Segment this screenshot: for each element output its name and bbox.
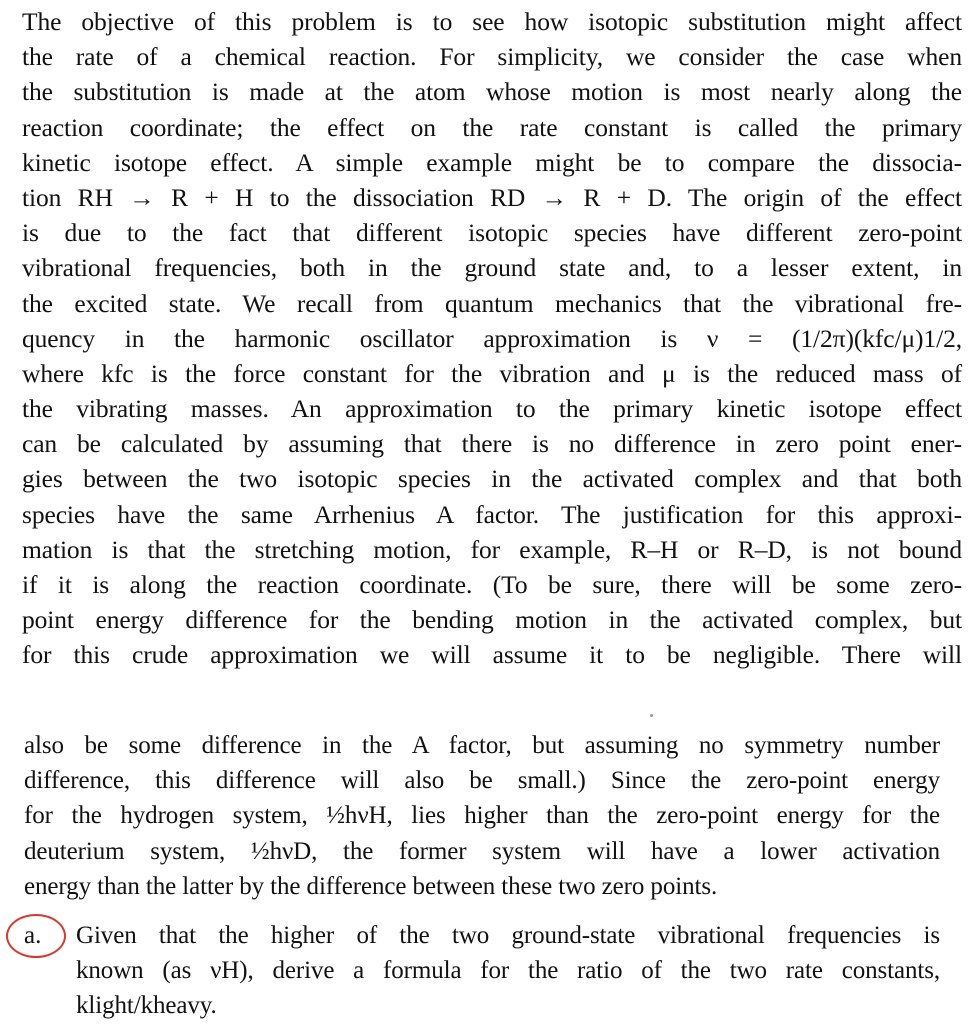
text-line: the substitution is made at the atom whose motion is most nearly along the	[22, 77, 962, 107]
text-line: reaction coordinate; the effect on the rate constant is called the primary	[22, 112, 962, 142]
text-line: difference, this difference will also be small.) Since the zero-point energy	[24, 767, 940, 795]
text-line: deuterium system, ½hνD, the former system will have a lower activation	[24, 837, 940, 865]
text-line: if it is along the reaction coordinate. (To be sure, there will be some zero-	[22, 570, 962, 599]
text-line: klight/kheavy.	[76, 992, 217, 1020]
text-line: for the hydrogen system, ½hνH, lies higher than the zero-point energy for the	[24, 802, 940, 830]
text-line: quency in the harmonic oscillator approximation is ν = (1/2π)(kfc/μ)1/2,	[22, 323, 962, 353]
question-label: a.	[24, 922, 42, 949]
text-line: tion RH → R + H to the dissociation RD → R + D. The origin of the effect	[22, 182, 962, 212]
text-line: for this crude approximation we will assume it to be negligible. There will	[22, 640, 962, 670]
text-line: species have the same Arrhenius A factor. The justification for this approxi-	[22, 499, 962, 529]
text-line: the rate of a chemical reaction. For simplicity, we consider the case when	[22, 42, 962, 72]
text-line: also be some difference in the A factor, but assuming no symmetry number	[24, 732, 940, 759]
text-line: can be calculated by assuming that there is no difference in zero point ener-	[22, 429, 962, 459]
text-line: kinetic isotope effect. A simple example might be to compare the dissocia-	[22, 147, 962, 177]
question-a	[76, 918, 940, 1024]
text-line: The objective of this problem is to see how isotopic substitution might affect	[22, 7, 962, 36]
top-paragraph	[22, 4, 962, 673]
text-line: Given that the higher of the two ground-state vibrational frequencies is	[76, 922, 940, 949]
text-line: known (as νH), derive a formula for the ratio of the two rate constants,	[76, 957, 940, 985]
text-line: gies between the two isotopic species in the activated complex and that both	[22, 464, 962, 494]
text-line: point energy difference for the bending motion in the activated complex, but	[22, 605, 962, 635]
text-line: where kfc is the force constant for the vibration and μ is the reduced mass of	[22, 358, 962, 388]
text-line: the excited state. We recall from quantum mechanics that the vibrational fre-	[22, 288, 962, 318]
text-line: mation is that the stretching motion, for example, R–H or R–D, is not bound	[22, 534, 962, 564]
bottom-paragraph	[24, 728, 940, 904]
text-line: is due to the fact that different isotopic species have different zero-point	[22, 218, 962, 248]
text-line: vibrational frequencies, both in the ground state and, to a lesser extent, in	[22, 253, 962, 283]
text-line: the vibrating masses. An approximation to the primary kinetic isotope effect	[22, 394, 962, 424]
scan-speck	[650, 714, 653, 717]
text-line: energy than the latter by the difference between these two zero points.	[24, 872, 718, 900]
